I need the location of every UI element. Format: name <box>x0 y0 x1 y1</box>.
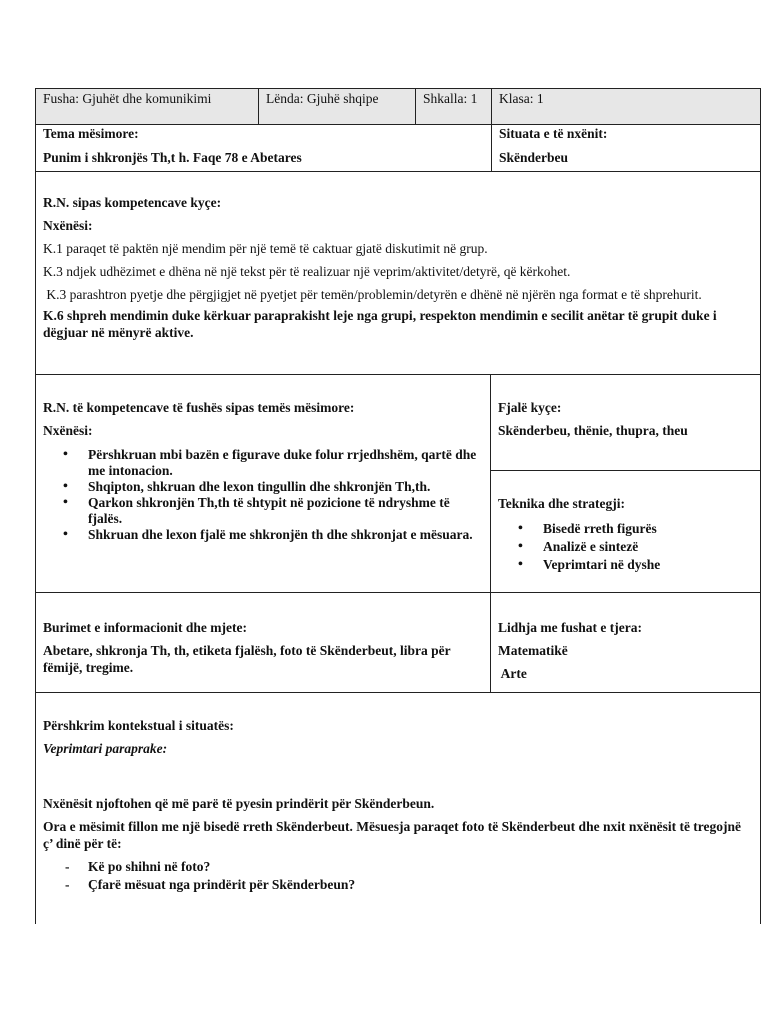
situation-cell <box>491 125 760 171</box>
key-competences-title: R.N. sipas kompetencave kyçe: <box>43 195 222 210</box>
resources-row <box>35 592 761 692</box>
keywords-label: Fjalë kyçe: <box>498 400 562 415</box>
competence-k6: K.6 shpreh mendimin duke kërkuar paraprakisht leje nga grupi, respekton mendimin e secilit anëtar të grupit duke i dëgjuar në mënyrë aktive. <box>43 308 717 340</box>
topic-label: Tema mësimore: <box>43 126 139 141</box>
context-title: Përshkrim kontekstual i situatës: <box>43 718 234 733</box>
key-competences-cell <box>36 172 760 374</box>
resources-value: Abetare, shkronja Th, th, etiketa fjalësh, foto të Skënderbeut, libra për fëmijë, tregime. <box>43 643 451 675</box>
class-text: Klasa: 1 <box>499 91 544 106</box>
question-item: - Kë po shihni në foto? <box>43 858 753 876</box>
techniques-label: Teknika dhe strategji: <box>498 496 626 511</box>
lesson-plan-table <box>35 88 761 924</box>
field-competences-title: R.N. të kompetencave të fushës sipas temës mësimore: <box>43 400 355 415</box>
techniques-cell <box>491 471 760 592</box>
links-label: Lidhja me fushat e tjera: <box>498 620 642 635</box>
question-item: - Çfarë mësuat nga prindërit për Skënderbeun? <box>43 876 753 894</box>
links-item: Matematikë <box>498 643 568 658</box>
key-competences-row <box>35 171 761 374</box>
list-item: • Shkruan dhe lexon fjalë me shkronjën th dhe shkronjat e mësuara. <box>43 527 483 543</box>
context-cell <box>36 693 760 924</box>
keywords-value: Skënderbeu, thënie, thupra, theu <box>498 423 688 438</box>
field-competences-list <box>43 447 483 543</box>
links-item: Arte <box>498 666 527 681</box>
competence-k3b: K.3 parashtron pyetje dhe përgjigjet në pyetjet për temën/problemin/detyrën e dhënë në njërën nga format e të shprehurit. <box>43 287 702 302</box>
class-cell <box>491 89 760 124</box>
right-column <box>490 375 760 592</box>
field-competences-subtitle: Nxënësi: <box>43 423 93 438</box>
list-item: • Analizë e sintezë <box>498 538 753 556</box>
resources-cell <box>36 593 490 692</box>
topic-cell <box>36 125 491 171</box>
list-item: • Shqipton, shkruan dhe lexon tingullin dhe shkronjën Th,th. <box>43 479 483 495</box>
context-paragraph: Nxënësit njoftohen që më parë të pyesin prindërit për Skënderbeun. <box>43 796 435 811</box>
competence-k1: K.1 paraqet të paktën një mendim për një temë të caktuar gjatë diskutimit në grup. <box>43 241 488 256</box>
questions-list <box>43 858 753 894</box>
links-cell <box>490 593 760 692</box>
context-row <box>35 692 761 924</box>
situation-label: Situata e të nxënit: <box>499 126 608 141</box>
techniques-list <box>498 520 753 574</box>
key-competences-subtitle: Nxënësi: <box>43 218 93 233</box>
context-paragraph: Ora e mësimit fillon me një bisedë rreth Skënderbeut. Mësuesja paraqet foto të Skënderbeut dhe nxit nxënësit të tregojnë ç’ dinë për të: <box>43 819 742 851</box>
context-subtitle: Veprimtari paraprake: <box>43 741 168 756</box>
resources-label: Burimet e informacionit dhe mjete: <box>43 620 247 635</box>
list-item: • Bisedë rreth figurës <box>498 520 753 538</box>
list-item: • Qarkon shkronjën Th,th të shtypit në pozicione të ndryshme të fjalës. <box>43 495 483 527</box>
topic-row <box>35 124 761 171</box>
header-row <box>35 88 761 124</box>
list-item: • Veprimtari në dyshe <box>498 556 753 574</box>
subject-cell <box>258 89 415 124</box>
list-item: • Përshkruan mbi bazën e figurave duke folur rrjedhshëm, qartë dhe me intonacion. <box>43 447 483 479</box>
topic-value: Punim i shkronjës Th,t h. Faqe 78 e Abetares <box>43 150 302 165</box>
field-competences-row <box>35 374 761 592</box>
field-competences-cell <box>36 375 490 592</box>
subject-text: Lënda: Gjuhë shqipe <box>266 91 379 106</box>
situation-value: Skënderbeu <box>499 150 569 165</box>
field-text: Fusha: Gjuhët dhe komunikimi <box>43 91 212 106</box>
keywords-cell <box>491 375 760 471</box>
grade-level-cell <box>415 89 491 124</box>
grade-level-text: Shkalla: 1 <box>423 91 478 106</box>
competence-k3a: K.3 ndjek udhëzimet e dhëna në një tekst për të realizuar një veprim/aktivitet/detyrë, që kërkohet. <box>43 264 571 279</box>
field-cell <box>36 89 258 124</box>
